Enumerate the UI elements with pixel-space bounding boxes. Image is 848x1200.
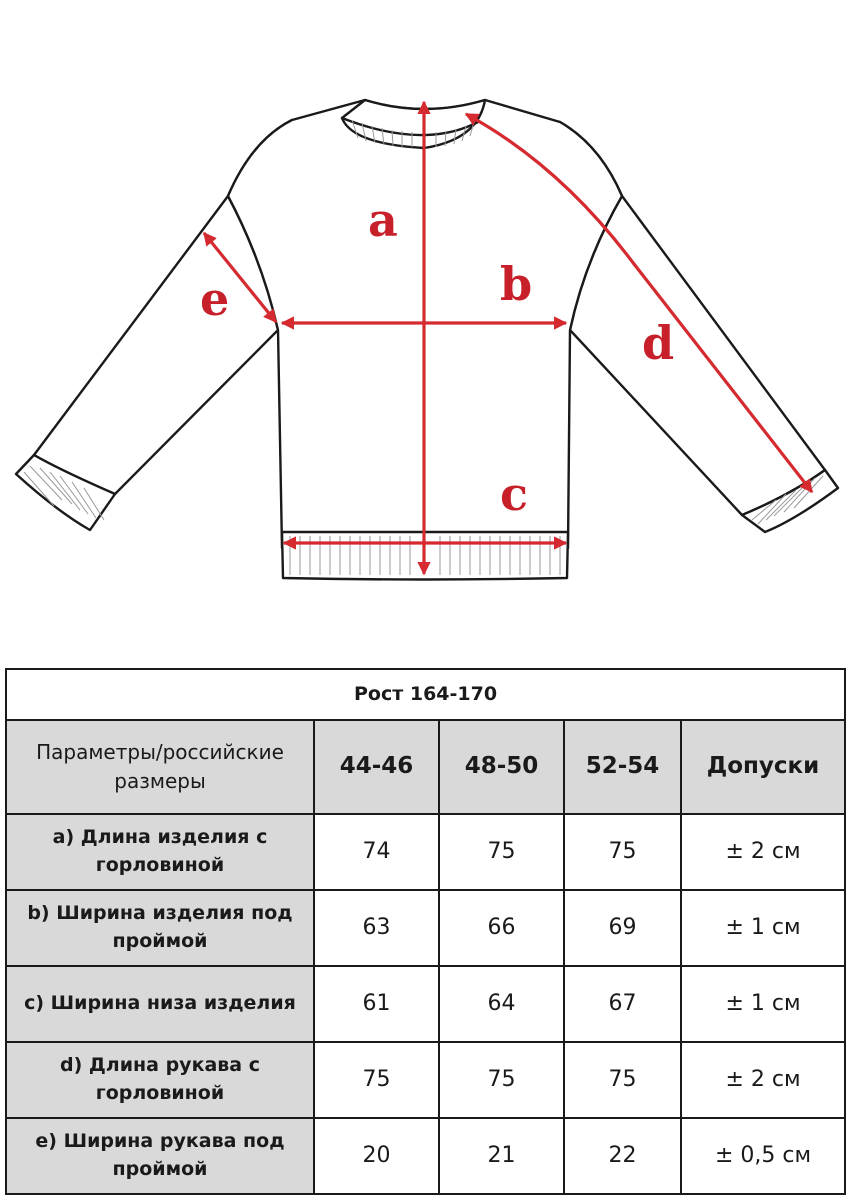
- header-size: 44-46: [314, 720, 439, 814]
- row-value: 64: [439, 966, 564, 1042]
- row-tolerance: ± 1 см: [681, 966, 845, 1042]
- table-header-row: [6, 720, 845, 814]
- table-title: Рост 164-170: [6, 669, 845, 720]
- row-value: 75: [439, 814, 564, 890]
- table-title-row: [6, 669, 845, 720]
- label-c: c: [500, 467, 529, 521]
- row-parameter: e) Ширина рукава под проймой: [6, 1118, 314, 1194]
- row-value: 63: [314, 890, 439, 966]
- row-value: 74: [314, 814, 439, 890]
- table-row: [6, 814, 845, 890]
- table-row: [6, 1042, 845, 1118]
- label-b: b: [500, 257, 533, 311]
- row-value: 75: [439, 1042, 564, 1118]
- size-table: [5, 668, 846, 1195]
- label-e: e: [200, 272, 230, 326]
- row-value: 20: [314, 1118, 439, 1194]
- header-size: 52-54: [564, 720, 681, 814]
- row-parameter: b) Ширина изделия под проймой: [6, 890, 314, 966]
- row-tolerance: ± 0,5 см: [681, 1118, 845, 1194]
- table-row: [6, 966, 845, 1042]
- row-value: 75: [314, 1042, 439, 1118]
- row-tolerance: ± 1 см: [681, 890, 845, 966]
- row-value: 75: [564, 1042, 681, 1118]
- sweater-outline: [16, 100, 838, 580]
- row-value: 21: [439, 1118, 564, 1194]
- row-parameter: a) Длина изделия с горловиной: [6, 814, 314, 890]
- row-tolerance: ± 2 см: [681, 814, 845, 890]
- row-value: 69: [564, 890, 681, 966]
- row-tolerance: ± 2 см: [681, 1042, 845, 1118]
- label-a: a: [368, 193, 398, 247]
- header-parameters: Параметры/российские размеры: [6, 720, 314, 814]
- row-value: 61: [314, 966, 439, 1042]
- row-value: 75: [564, 814, 681, 890]
- table-row: [6, 1118, 845, 1194]
- row-value: 66: [439, 890, 564, 966]
- table-row: [6, 890, 845, 966]
- header-tolerance: Допуски: [681, 720, 845, 814]
- row-value: 67: [564, 966, 681, 1042]
- row-parameter: d) Длина рукава с горловиной: [6, 1042, 314, 1118]
- row-value: 22: [564, 1118, 681, 1194]
- label-d: d: [642, 316, 675, 370]
- header-size: 48-50: [439, 720, 564, 814]
- row-parameter: c) Ширина низа изделия: [6, 966, 314, 1042]
